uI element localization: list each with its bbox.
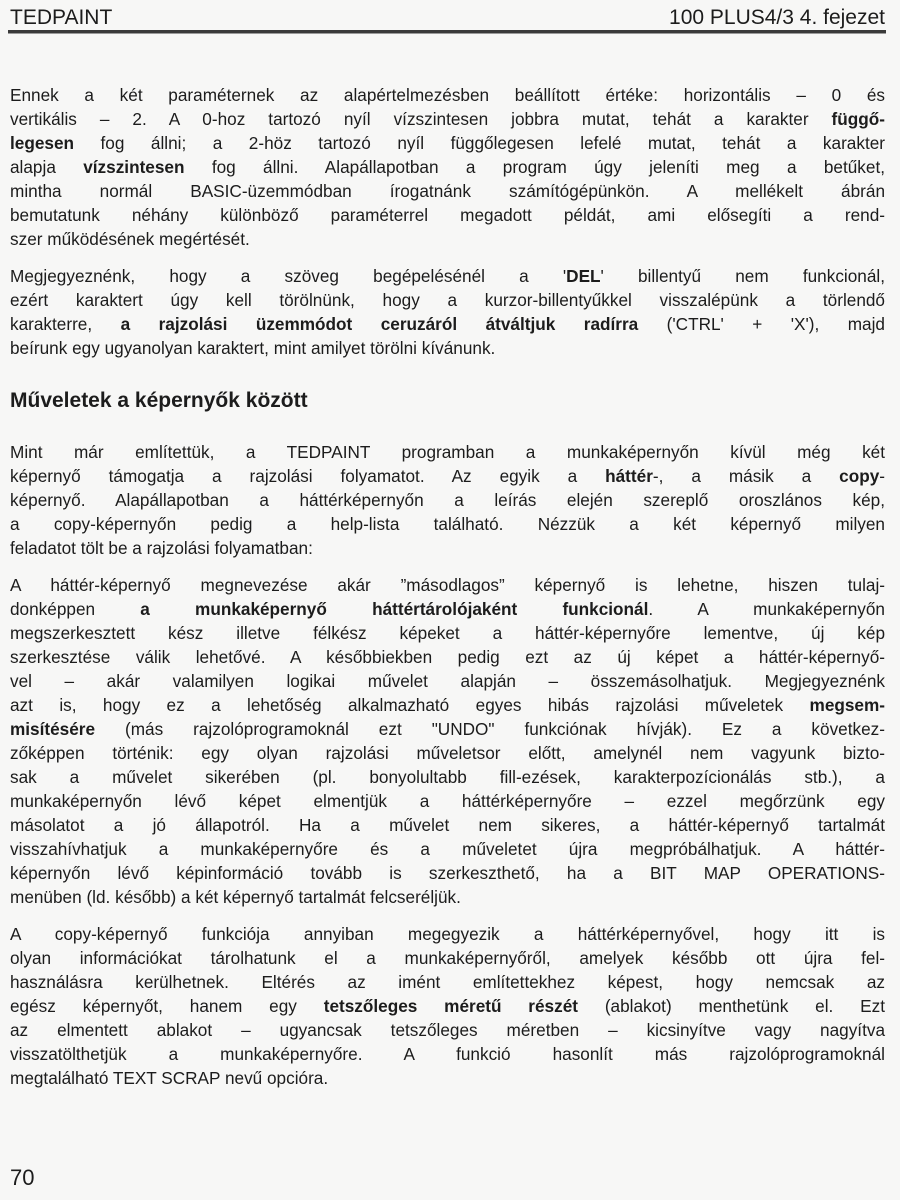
text: a copy-képernyőn pedig a help-lista található. Nézzük a két képernyő milyen	[10, 514, 885, 534]
text-line	[10, 536, 885, 560]
text: vertikális – 2. A 0-hoz tartozó nyíl vízszintesen jobbra mutat, tehát a karakter	[10, 109, 832, 129]
text-line	[10, 669, 885, 693]
text: ('CTRL' + 'X'), majd	[638, 314, 885, 334]
text-line	[10, 227, 885, 251]
text-line	[10, 765, 885, 789]
text: szer működésének megértését.	[10, 229, 250, 249]
text-line	[10, 1066, 885, 1090]
text-line	[10, 994, 885, 1018]
text: munkaképernyőn lévő képet elmentjük a háttérképernyőre – ezzel megőrzünk egy	[10, 791, 885, 811]
bold-text: háttér	[605, 466, 653, 486]
text: egész képernyőt, hanem egy	[10, 996, 324, 1016]
text-line	[10, 203, 885, 227]
text-line	[10, 83, 885, 107]
bold-text: misítésére	[10, 719, 96, 739]
bold-text: a munkaképernyő háttértárolójaként funkcionál	[140, 599, 649, 619]
text: -, a másik a	[652, 466, 840, 486]
text-line	[10, 717, 885, 741]
text: bemutatunk néhány különböző paraméterrel megadott példát, ami elősegíti a rend-	[10, 205, 885, 225]
text: (más rajzolóprogramoknál ezt "UNDO" funkciónak hívják). Ez a következ-	[95, 719, 885, 739]
text: visszahívhatjuk a munkaképernyőre és a műveletet újra megpróbálhatjuk. A háttér-	[10, 839, 885, 859]
text-line	[10, 922, 885, 946]
text: A copy-képernyő funkciója annyiban megegyezik a háttérképernyővel, hogy itt is	[10, 924, 885, 944]
paragraph	[10, 922, 885, 1090]
text-line	[10, 970, 885, 994]
text-line	[10, 107, 885, 131]
text-line	[10, 131, 885, 155]
text: fog állni. Alapállapotban a program úgy jeleníti meg a betűket,	[184, 157, 885, 177]
text: képernyőn lévő képinformáció tovább is szerkeszthető, ha a BIT MAP OPERATIONS-	[10, 863, 885, 883]
text: visszatölthetjük a munkaképernyőre. A funkció hasonlít más rajzolóprogramoknál	[10, 1044, 885, 1064]
text-line	[10, 264, 885, 288]
bold-text: legesen	[10, 133, 75, 153]
text: szerkesztése válik lehetővé. A későbbiekben pedig ezt az új képet a háttér-képernyő-	[10, 647, 885, 667]
page-body	[10, 83, 885, 1090]
text-line	[10, 597, 885, 621]
text: másolatot a jó állapotról. Ha a művelet nem sikeres, a háttér-képernyő tartalmát	[10, 815, 885, 835]
text: az elmentett ablakot – ugyancsak tetszőleges méretben – kicsinyítve vagy nagyítva	[10, 1020, 885, 1040]
bold-text: tetszőleges méretű részét	[323, 996, 578, 1016]
text: karakterre,	[10, 314, 121, 334]
text: menüben (ld. később) a két képernyő tartalmát felcseréljük.	[10, 887, 461, 907]
text-line	[10, 885, 885, 909]
text-line	[10, 789, 885, 813]
bold-text: copy	[839, 466, 880, 486]
text-line	[10, 312, 885, 336]
text-line	[10, 621, 885, 645]
header-rule	[8, 30, 886, 34]
paragraph	[10, 264, 885, 360]
text-line	[10, 645, 885, 669]
text-line	[10, 946, 885, 970]
text-line	[10, 693, 885, 717]
text: használásra kerülhetnek. Eltérés az imént említettekhez képest, hogy nemcsak az	[10, 972, 885, 992]
header-title: TEDPAINT	[10, 6, 113, 29]
paragraph	[10, 573, 885, 909]
text: zőképpen történik: egy olyan rajzolási műveletsor előtt, amelynél nem vagyunk bizto-	[10, 743, 885, 763]
section-heading: Műveletek a képernyők között	[10, 389, 308, 412]
bold-text: DEL	[566, 266, 601, 286]
header-chapter: 100 PLUS4/3 4. fejezet	[669, 6, 885, 29]
text-line	[10, 440, 885, 464]
text: feladatot tölt be a rajzolási folyamatban:	[10, 538, 313, 558]
text-line	[10, 336, 885, 360]
text: (ablakot) menthetünk el. Ezt	[577, 996, 885, 1016]
text: megszerkesztett kész illetve félkész képeket a háttér-képernyőre lementve, új kép	[10, 623, 885, 643]
text: képernyő. Alapállapotban a háttérképernyőn a leírás elején szereplő oroszlános kép,	[10, 490, 885, 510]
text: Megjegyeznénk, hogy a szöveg begépelésénél a '	[10, 266, 567, 286]
text-line	[10, 861, 885, 885]
bold-text: megsem-	[809, 695, 885, 715]
text: mintha normál BASIC-üzemmódban írogatnánk számítógépünkön. A mellékelt ábrán	[10, 181, 885, 201]
bold-text: vízszintesen	[83, 157, 185, 177]
paragraph	[10, 83, 885, 251]
text-line	[10, 512, 885, 536]
text-line	[10, 813, 885, 837]
text: donképpen	[10, 599, 141, 619]
text-line	[10, 179, 885, 203]
text: -	[879, 466, 885, 486]
text: képernyő támogatja a rajzolási folyamatot. Az egyik a	[10, 466, 606, 486]
text: Ennek a két paraméternek az alapértelmezésben beállított értéke: horizontális – 0 és	[10, 85, 885, 105]
text-line	[10, 573, 885, 597]
text-line	[10, 1042, 885, 1066]
text: ' billentyű nem funkcionál,	[600, 266, 885, 286]
text: fog állni; a 2-höz tartozó nyíl függőlegesen lefelé mutat, tehát a karakter	[74, 133, 885, 153]
bold-text: a rajzolási üzemmódot ceruzáról átváltjuk radírra	[120, 314, 639, 334]
text: beírunk egy ugyanolyan karaktert, mint amilyet törölni kívánunk.	[10, 338, 496, 358]
text-line	[10, 741, 885, 765]
text: megtalálható TEXT SCRAP nevű opcióra.	[10, 1068, 329, 1088]
text: sak a művelet sikerében (pl. bonyolultabb fill-ezések, karakterpozícionálás stb.), a	[10, 767, 885, 787]
text-line	[10, 155, 885, 179]
text: alapja	[10, 157, 84, 177]
text: A háttér-képernyő megnevezése akár ”másodlagos” képernyő is lehetne, hiszen tulaj-	[10, 575, 885, 595]
text-line	[10, 488, 885, 512]
text: Mint már említettük, a TEDPAINT programban a munkaképernyőn kívül még két	[10, 442, 885, 462]
text: vel – akár valamilyen logikai művelet alapján – összemásolhatjuk. Megjegyeznénk	[10, 671, 885, 691]
text-line	[10, 837, 885, 861]
bold-text: függő-	[831, 109, 885, 129]
text-line	[10, 1018, 885, 1042]
text-line	[10, 464, 885, 488]
page-number: 70	[10, 1165, 35, 1190]
text: . A munkaképernyőn	[648, 599, 885, 619]
text: azt is, hogy ez a lehetőség alkalmazható egyes hibás rajzolási műveletek	[10, 695, 810, 715]
text: olyan információkat tárolhatunk el a munkaképernyőről, amelyek később ott újra fel-	[10, 948, 885, 968]
paragraph	[10, 440, 885, 560]
text-line	[10, 288, 885, 312]
text: ezért karaktert úgy kell törölnünk, hogy a kurzor-billentyűkkel visszalépünk a törlendő	[10, 290, 885, 310]
running-header	[10, 6, 885, 32]
